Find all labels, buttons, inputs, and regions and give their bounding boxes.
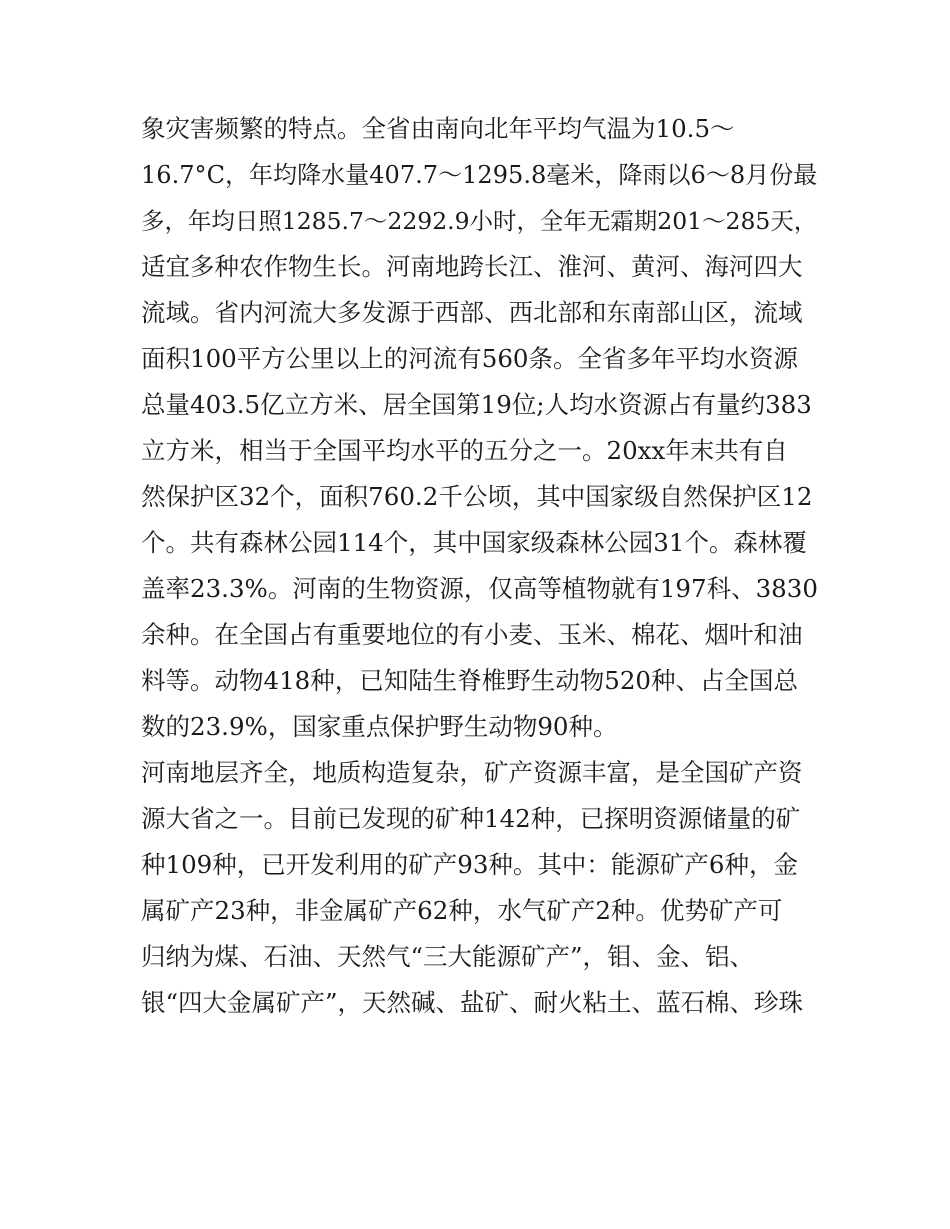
text-line: 面积100平方公里以上的河流有560条。全省多年平均水资源	[141, 344, 799, 373]
text-line: 料等。动物418种，已知陆生脊椎野生动物520种、占全国总	[141, 666, 799, 695]
text-line: 象灾害频繁的特点。全省由南向北年平均气温为10.5～	[141, 114, 735, 143]
body-text	[141, 106, 821, 1026]
text-line: 总量403.5亿立方米、居全国第19位;人均水资源占有量约383	[141, 390, 812, 419]
text-line: 数的23.9%，国家重点保护野生动物90种。	[141, 712, 618, 741]
text-line: 源大省之一。目前已发现的矿种142种，已探明资源储量的矿	[141, 804, 801, 833]
text-line: 立方米，相当于全国平均水平的五分之一。20xx年末共有自	[141, 436, 788, 465]
text-line: 种109种，已开发利用的矿产93种。其中：能源矿产6种，金	[141, 850, 799, 879]
text-line: 银“四大金属矿产”，天然碱、盐矿、耐火粘土、蓝石棉、珍珠	[141, 988, 804, 1017]
text-line: 16.7°C，年均降水量407.7～1295.8毫米，降雨以6～8月份最	[141, 161, 818, 189]
text-line: 适宜多种农作物生长。河南地跨长江、淮河、黄河、海河四大	[141, 252, 803, 281]
text-line: 流域。省内河流大多发源于西部、西北部和东南部山区，流域	[141, 298, 803, 327]
text-line: 属矿产23种，非金属矿产62种，水气矿产2种。优势矿产可	[141, 896, 783, 925]
text-line: 个。共有森林公园114个，其中国家级森林公园31个。森林覆	[141, 528, 807, 557]
text-line: 余种。在全国占有重要地位的有小麦、玉米、棉花、烟叶和油	[141, 620, 803, 649]
text-line: 盖率23.3%。河南的生物资源，仅高等植物就有197科、3830	[141, 574, 818, 603]
text-line: 然保护区32个，面积760.2千公顷，其中国家级自然保护区12	[141, 482, 813, 511]
text-line: 多，年均日照1285.7～2292.9小时，全年无霜期201～285天，	[141, 207, 818, 235]
text-line: 河南地层齐全，地质构造复杂，矿产资源丰富，是全国矿产资	[141, 758, 803, 787]
text-line: 归纳为煤、石油、天然气“三大能源矿产”，钼、金、铝、	[141, 942, 755, 971]
